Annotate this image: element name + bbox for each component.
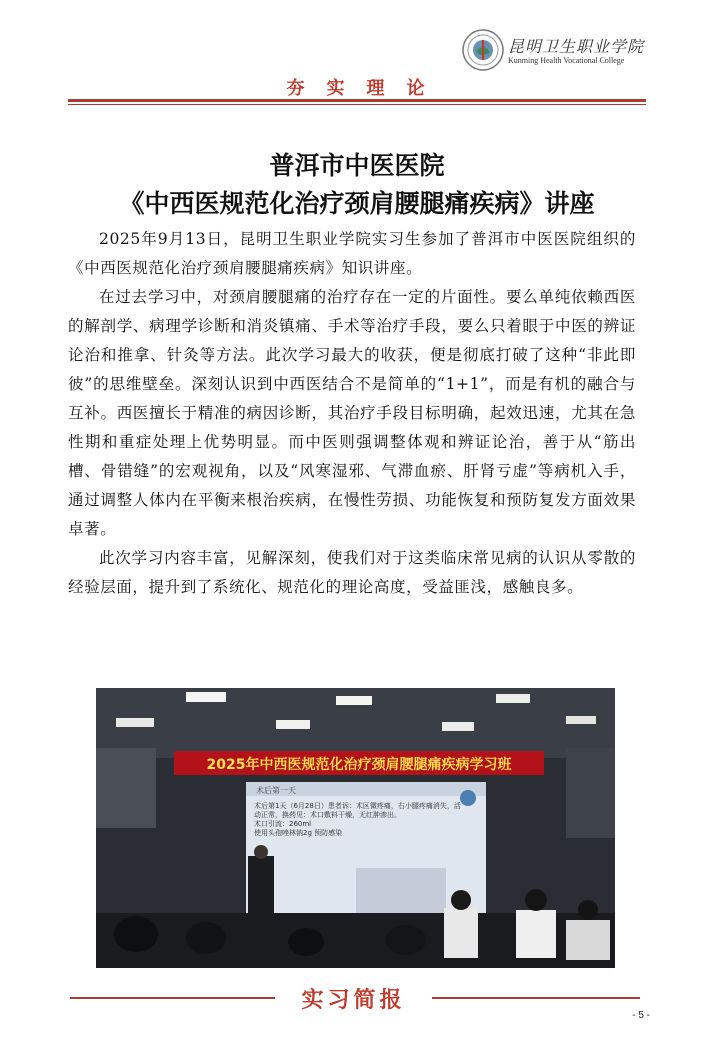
- header-divider: [68, 99, 646, 102]
- article-paragraph: 2025年9月13日，昆明卫生职业学院实习生参加了普洱市中医医院组织的《中西医规范化治疗颈肩腰腿痛疾病》知识讲座。: [68, 230, 636, 277]
- article-paragraph: 此次学习内容丰富，见解深刻，使我们对于这类临床常见病的认识从零散的经验层面，提升到了系统化、规范化的理论高度，受益匪浅，感触良多。: [68, 549, 636, 596]
- slide-bullet: 术后第1天（6月28日）患者诉：术区微疼痛，右小腿疼痛消失，活动正常，换药见：术口敷料干燥，无红肿渗出。: [254, 802, 461, 819]
- college-name-en: Kunming Health Vocational College: [508, 56, 625, 65]
- slide-bullet: 使用头孢唑林钠2g 预防感染: [254, 829, 343, 837]
- slide-title: 术后第一天: [256, 786, 296, 795]
- section-label: 夯实理论: [286, 78, 447, 99]
- college-logo-icon: [461, 28, 505, 72]
- footer-divider-right: [432, 997, 640, 999]
- article-title-line2: 《中西医规范化治疗颈肩腰腿痛疾病》讲座: [119, 189, 595, 218]
- article-title-line1: 普洱市中医医院: [269, 151, 445, 180]
- college-name-cn: 昆明卫生职业学院: [508, 37, 645, 56]
- header-divider-thin: [68, 104, 646, 105]
- lecture-photo: [96, 688, 615, 968]
- slide-bullet: 术口引流：260ml: [254, 820, 312, 828]
- article-paragraph: 在过去学习中，对颈肩腰腿痛的治疗存在一定的片面性。要么单纯依赖西医的解剖学、病理学诊断和消炎镇痛、手术等治疗手段，要么只着眼于中医的辨证论治和推拿、针灸等方法。此次学习最大的收获，便是彻底打破了这种“非此即彼”的思维壁垒。深刻认识到中西医结合不是简单的“1+1”，而是有机的融合与互补。西医擅长于精准的病因诊断，其治疗手段目标明确，起效迅速，尤其在急性期和重症处理上优势明显。而中医则强调整体观和辨证论治，善于从“筋出槽、骨错缝”的宏观视角，以及“风寒湿邪、气滞血瘀、肝肾亏虚”等病机入手，通过调整人体内在平衡来根治疾病，在慢性劳损、功能恢复和预防复发方面效果卓著。: [68, 288, 636, 538]
- banner-text: 2025年中西医规范化治疗颈肩腰腿痛疾病学习班: [206, 757, 512, 773]
- footer-divider-left: [70, 997, 275, 999]
- footer-title: 实习简报: [301, 988, 406, 1013]
- page-number: - 5 -: [632, 1010, 650, 1021]
- article-body: [68, 225, 636, 602]
